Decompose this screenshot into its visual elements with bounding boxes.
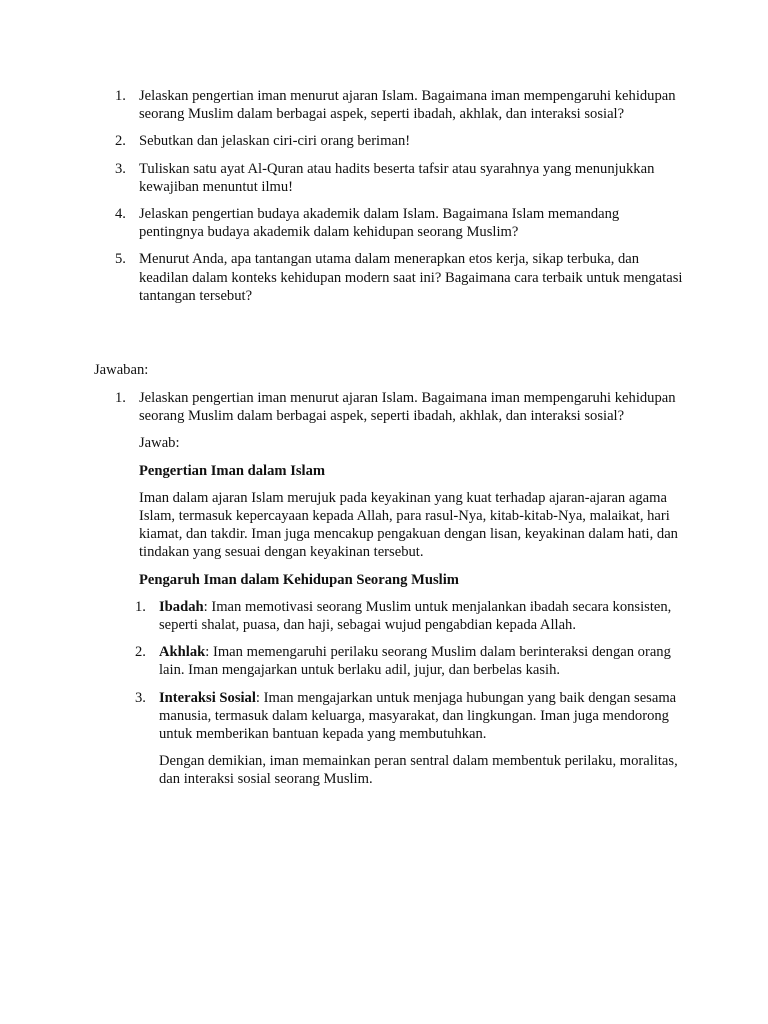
question-list xyxy=(94,87,684,314)
question-number: 2. xyxy=(115,133,126,150)
question-number: 1. xyxy=(115,88,126,104)
question-number: 4. xyxy=(115,206,126,223)
question-number: 5. xyxy=(115,251,126,268)
influence-list xyxy=(135,598,684,789)
influence-text: : Iman mengajarkan untuk menjaga hubungan yang baik dengan sesama manusia, termasuk dalam keluarga, masyarakat, dan lingkungan. Iman juga mendorong untuk memberikan bantuan kepada yang membutuhkan. xyxy=(159,689,677,743)
question-text: Jelaskan pengertian iman menurut ajaran Islam. Bagaimana iman mempengaruhi kehidupan seorang Muslim dalam berbagai aspek, seperti ibadah, akhlak, dan interaksi sosial? xyxy=(139,88,676,123)
answer-number: 1. xyxy=(115,390,126,406)
question-item xyxy=(94,160,684,196)
answer-list xyxy=(94,389,684,798)
answer-question-text: Jelaskan pengertian iman menurut ajaran Islam. Bagaimana iman mempengaruhi kehidupan seorang Muslim dalam berbagai aspek, seperti ibadah, akhlak, dan interaksi sosial? xyxy=(139,390,676,425)
influence-item xyxy=(135,689,684,744)
influence-title: Akhlak xyxy=(159,644,206,661)
influence-text: : Iman memotivasi seorang Muslim untuk menjalankan ibadah secara konsisten, seperti shalat, puasa, dan haji, sebagai wujud pengabdian kepada Allah. xyxy=(159,598,672,634)
influence-title: Ibadah xyxy=(159,598,204,615)
jawab-label: Jawab: xyxy=(139,435,180,452)
influence-text: : Iman memengaruhi perilaku seorang Muslim dalam berinteraksi dengan orang lain. Iman mengajarkan untuk berlaku adil, jujur, dan berbelas kasih. xyxy=(159,644,671,679)
influence-number: 2. xyxy=(135,644,146,661)
question-text: Jelaskan pengertian budaya akademik dalam Islam. Bagaimana Islam memandang pentingnya budaya akademik dalam kehidupan seorang Muslim? xyxy=(139,206,620,241)
influence-item xyxy=(135,643,684,679)
question-text: Sebutkan dan jelaskan ciri-ciri orang beriman! xyxy=(139,133,411,150)
answer-item xyxy=(94,389,684,789)
answers-label: Jawaban: xyxy=(94,362,149,378)
influence-item xyxy=(135,598,684,634)
question-item xyxy=(94,132,684,150)
question-item xyxy=(94,250,684,305)
influence-title: Interaksi Sosial xyxy=(159,689,256,706)
section-heading: Pengaruh Iman dalam Kehidupan Seorang Muslim xyxy=(139,571,459,588)
section-heading: Pengertian Iman dalam Islam xyxy=(139,462,326,479)
question-item xyxy=(94,87,684,123)
conclusion-paragraph: Dengan demikian, iman memainkan peran sentral dalam membentuk perilaku, moralitas, dan interaksi sosial seorang Muslim. xyxy=(159,753,678,788)
question-text: Menurut Anda, apa tantangan utama dalam menerapkan etos kerja, sikap terbuka, dan keadilan dalam konteks kehidupan modern saat ini? Bagaimana cara terbaik untuk mengatasi tantangan tersebut? xyxy=(139,251,683,304)
question-text: Tuliskan satu ayat Al-Quran atau hadits beserta tafsir atau syarahnya yang menunjukkan kewajiban menuntut ilmu! xyxy=(139,160,655,195)
question-number: 3. xyxy=(115,160,126,177)
influence-number: 3. xyxy=(135,689,146,706)
definition-paragraph: Iman dalam ajaran Islam merujuk pada keyakinan yang kuat terhadap ajaran-ajaran agama Islam, termasuk kepercayaan kepada Allah, para rasul-Nya, kitab-kitab-Nya, malaikat, hari kiamat, dan takdir. Iman juga mencakup pengakuan dengan lisan, keyakinan dalam hati, dan tindakan yang sesuai dengan keyakinan tersebut. xyxy=(139,489,678,561)
influence-number: 1. xyxy=(135,598,146,615)
question-item xyxy=(94,205,684,241)
